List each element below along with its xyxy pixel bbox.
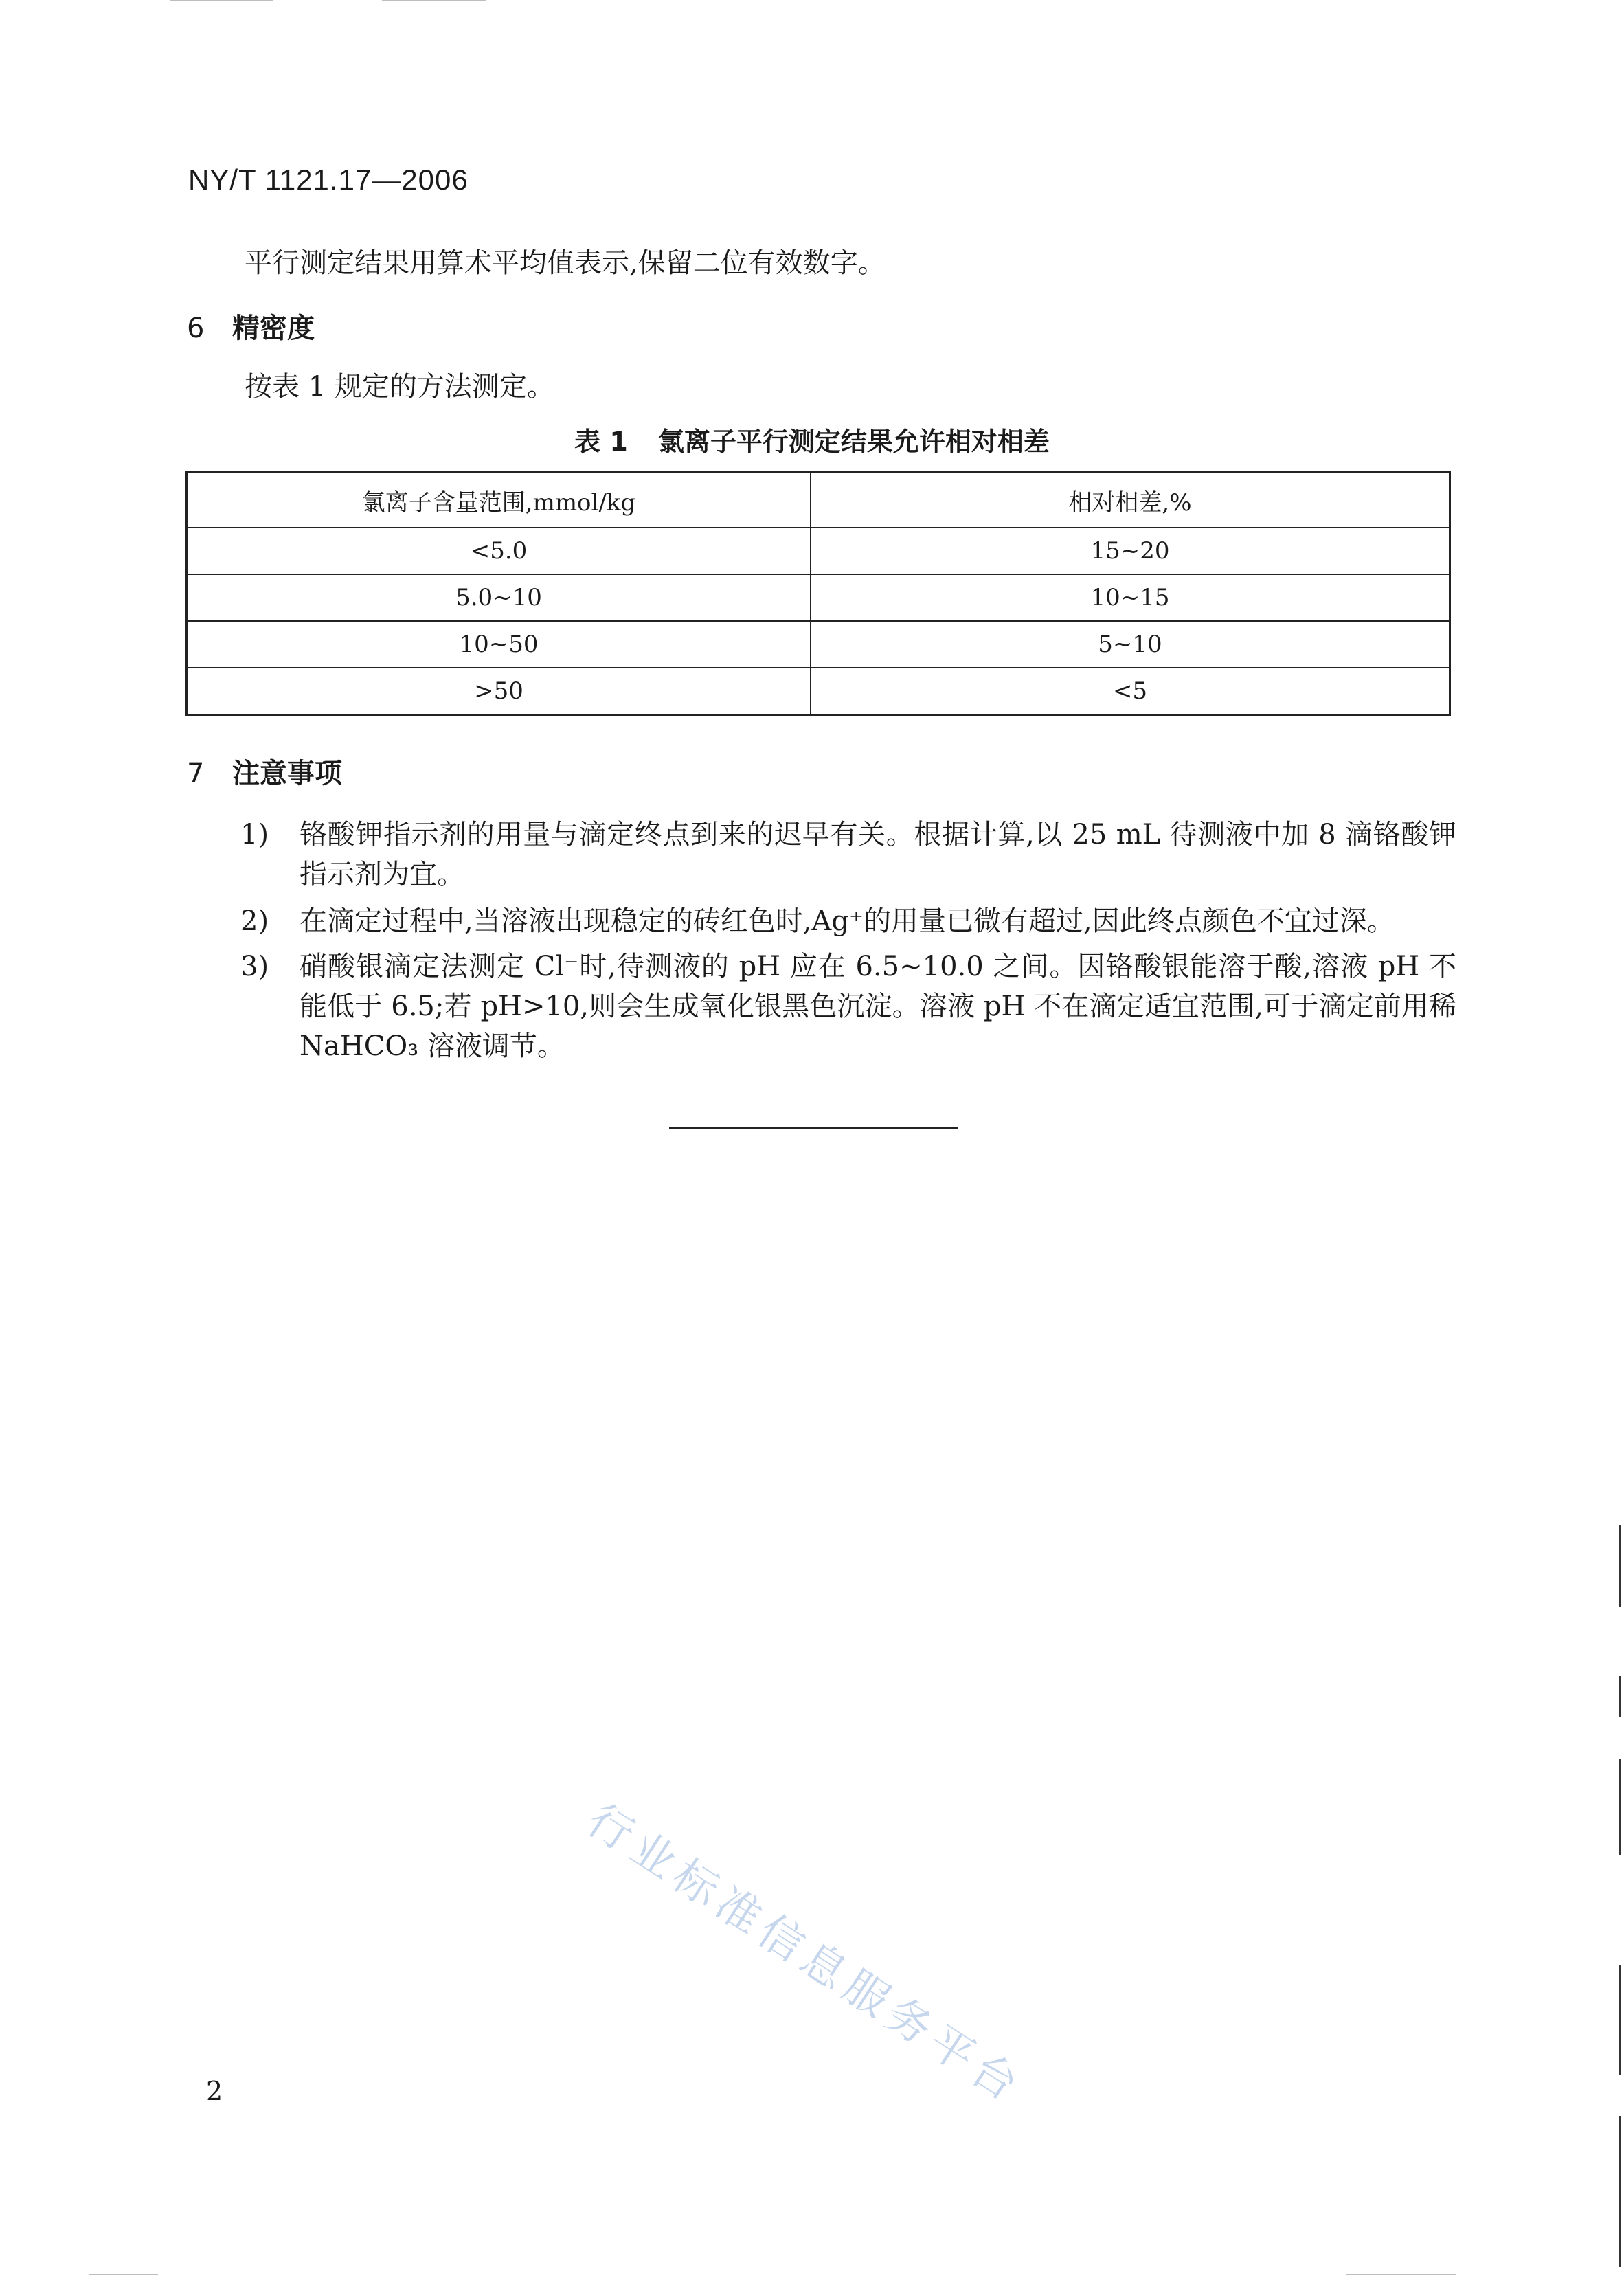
note-index: 3)	[240, 951, 269, 982]
section-number: 7	[187, 758, 205, 789]
table-cell: 5~10	[811, 621, 1450, 668]
table-cell: 5.0~10	[187, 574, 811, 621]
page-number: 2	[206, 2076, 223, 2106]
binding-mark	[1619, 2116, 1621, 2267]
scan-edge-line-bottom-left	[89, 2274, 158, 2275]
table-cell: 15~20	[811, 528, 1450, 574]
section-number: 6	[187, 313, 205, 344]
note-index: 2)	[240, 905, 269, 937]
binding-mark	[1619, 1759, 1621, 1855]
intro-paragraph: 平行测定结果用算术平均值表示,保留二位有效数字。	[245, 247, 886, 279]
note-item	[240, 947, 1456, 1066]
end-of-text-rule	[669, 1127, 958, 1129]
table-row	[187, 528, 1450, 574]
binding-mark	[1619, 1525, 1621, 1607]
column-header: 氯离子含量范围,mmol/kg	[187, 473, 811, 528]
scan-edge-line-bottom-right	[1346, 2274, 1456, 2275]
note-item	[240, 815, 1456, 894]
watermark: 行业标准信息服务平台	[578, 1794, 1033, 2114]
table-cell: <5	[811, 668, 1450, 715]
table-row	[187, 668, 1450, 715]
binding-mark	[1619, 1676, 1621, 1717]
section-6-text: 按表 1 规定的方法测定。	[245, 371, 554, 403]
binding-mark	[1619, 1965, 1621, 2075]
table-label: 表 1	[574, 427, 628, 457]
note-item	[240, 901, 1456, 941]
section-6-heading	[187, 306, 315, 346]
note-text: 铬酸钾指示剂的用量与滴定终点到来的迟早有关。根据计算,以 25 mL 待测液中加 8 滴铬酸钾指示剂为宜。	[300, 819, 1456, 890]
table-row	[187, 621, 1450, 668]
note-text: 在滴定过程中,当溶液出现稳定的砖红色时,Ag⁺的用量已微有超过,因此终点颜色不宜过深。	[300, 905, 1395, 937]
table-cell: 10~15	[811, 574, 1450, 621]
section-7-heading	[187, 752, 342, 791]
scan-edge-line-top-left	[170, 0, 273, 1]
table-caption	[0, 420, 1624, 458]
table-cell: 10~50	[187, 621, 811, 668]
note-index: 1)	[240, 819, 269, 850]
column-header: 相对相差,%	[811, 473, 1450, 528]
scan-edge-line-top-right	[382, 0, 486, 1]
table-cell: >50	[187, 668, 811, 715]
section-title: 精密度	[232, 313, 315, 344]
table-row	[187, 574, 1450, 621]
standard-code: NY/T 1121.17—2006	[188, 163, 469, 196]
table-title: 氯离子平行测定结果允许相对相差	[657, 427, 1050, 457]
table-cell: <5.0	[187, 528, 811, 574]
tolerance-table	[185, 471, 1451, 716]
table-header-row	[187, 473, 1450, 528]
section-title: 注意事项	[232, 758, 342, 789]
note-text: 硝酸银滴定法测定 Cl⁻时,待测液的 pH 应在 6.5~10.0 之间。因铬酸银能溶于酸,溶液 pH 不能低于 6.5;若 pH>10,则会生成氧化银黑色沉淀。溶液 pH 不在滴定适宜范围,可于滴定前用稀 NaHCO₃ 溶液调节。	[300, 951, 1456, 1062]
